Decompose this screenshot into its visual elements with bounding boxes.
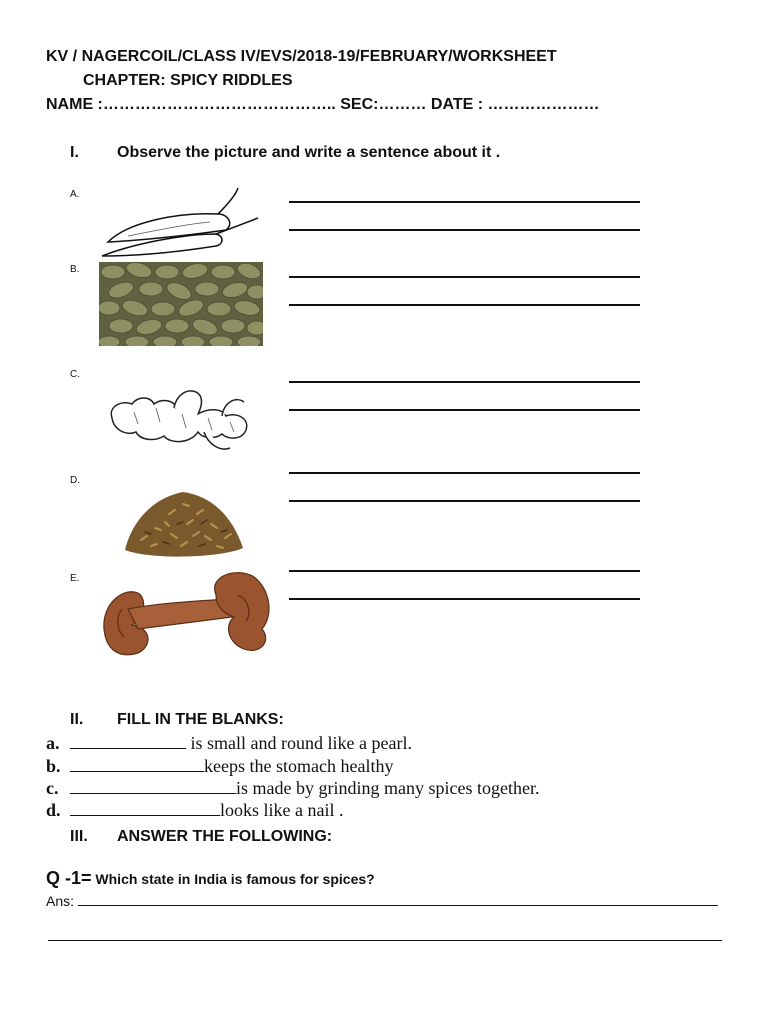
section-3-number: III.	[70, 828, 88, 845]
section-2-title: FILL IN THE BLANKS:	[117, 711, 284, 728]
item-e-letter: E.	[70, 573, 80, 584]
answer-line-b2[interactable]	[289, 304, 640, 306]
fill-blank-text: keeps the stomach healthy	[204, 756, 394, 776]
fill-blank-a[interactable]	[70, 734, 186, 749]
section-1-title: Observe the picture and write a sentence about it .	[117, 144, 501, 161]
item-c-letter: C.	[70, 369, 80, 380]
section-1-number: I.	[70, 144, 79, 161]
item-d-letter: D.	[70, 475, 80, 486]
answer-line-d2[interactable]	[289, 500, 640, 502]
cumin-picture	[121, 484, 247, 560]
fill-blank-letter: c.	[46, 778, 59, 798]
answer-line-a2[interactable]	[289, 229, 640, 231]
answer-line-c2[interactable]	[289, 409, 640, 411]
fill-blank-text: is made by grinding many spices together.	[236, 778, 540, 798]
fill-blank-b[interactable]	[70, 757, 204, 772]
fill-blank-d[interactable]	[70, 801, 220, 816]
fill-blank-row-d	[46, 800, 343, 821]
fill-blank-letter: b.	[46, 756, 61, 776]
fill-blank-text: looks like a nail .	[220, 800, 344, 820]
item-b-letter: B.	[70, 264, 80, 275]
chapter-title: CHAPTER: SPICY RIDDLES	[83, 72, 293, 89]
fill-blank-c[interactable]	[70, 779, 236, 794]
question-1-text: Which state in India is famous for spices?	[91, 871, 375, 887]
answer-line-d1[interactable]	[289, 472, 640, 474]
answer-line-q1-second[interactable]	[48, 940, 722, 941]
answer-line-c1[interactable]	[289, 381, 640, 383]
fill-blank-row-a	[46, 733, 412, 754]
fill-blank-row-b	[46, 756, 393, 777]
cardamom-picture	[99, 262, 263, 346]
answer-line-q1[interactable]	[78, 893, 718, 906]
chilli-picture	[98, 184, 264, 262]
question-1-number: Q -1=	[46, 868, 92, 888]
name-sec-date-line: NAME :…………………………………….. SEC:……… DATE : …………………	[46, 96, 600, 113]
item-a-letter: A.	[70, 189, 80, 200]
fill-blank-letter: d.	[46, 800, 61, 820]
question-1	[46, 868, 375, 889]
answer-line-e1[interactable]	[289, 570, 640, 572]
answer-row-1	[46, 893, 718, 909]
worksheet-header-line: KV / NAGERCOIL/CLASS IV/EVS/2018-19/FEBRUARY/WORKSHEET	[46, 48, 557, 65]
fill-blank-letter: a.	[46, 733, 60, 753]
answer-label: Ans:	[46, 893, 75, 909]
ginger-picture	[104, 378, 256, 458]
answer-line-b1[interactable]	[289, 276, 640, 278]
answer-line-e2[interactable]	[289, 598, 640, 600]
fill-blank-row-c	[46, 778, 539, 799]
section-3-title: ANSWER THE FOLLOWING:	[117, 828, 333, 845]
section-2-number: II.	[70, 711, 84, 728]
answer-line-a1[interactable]	[289, 201, 640, 203]
fill-blank-text: is small and round like a pearl.	[186, 733, 412, 753]
clove-picture	[98, 569, 276, 659]
